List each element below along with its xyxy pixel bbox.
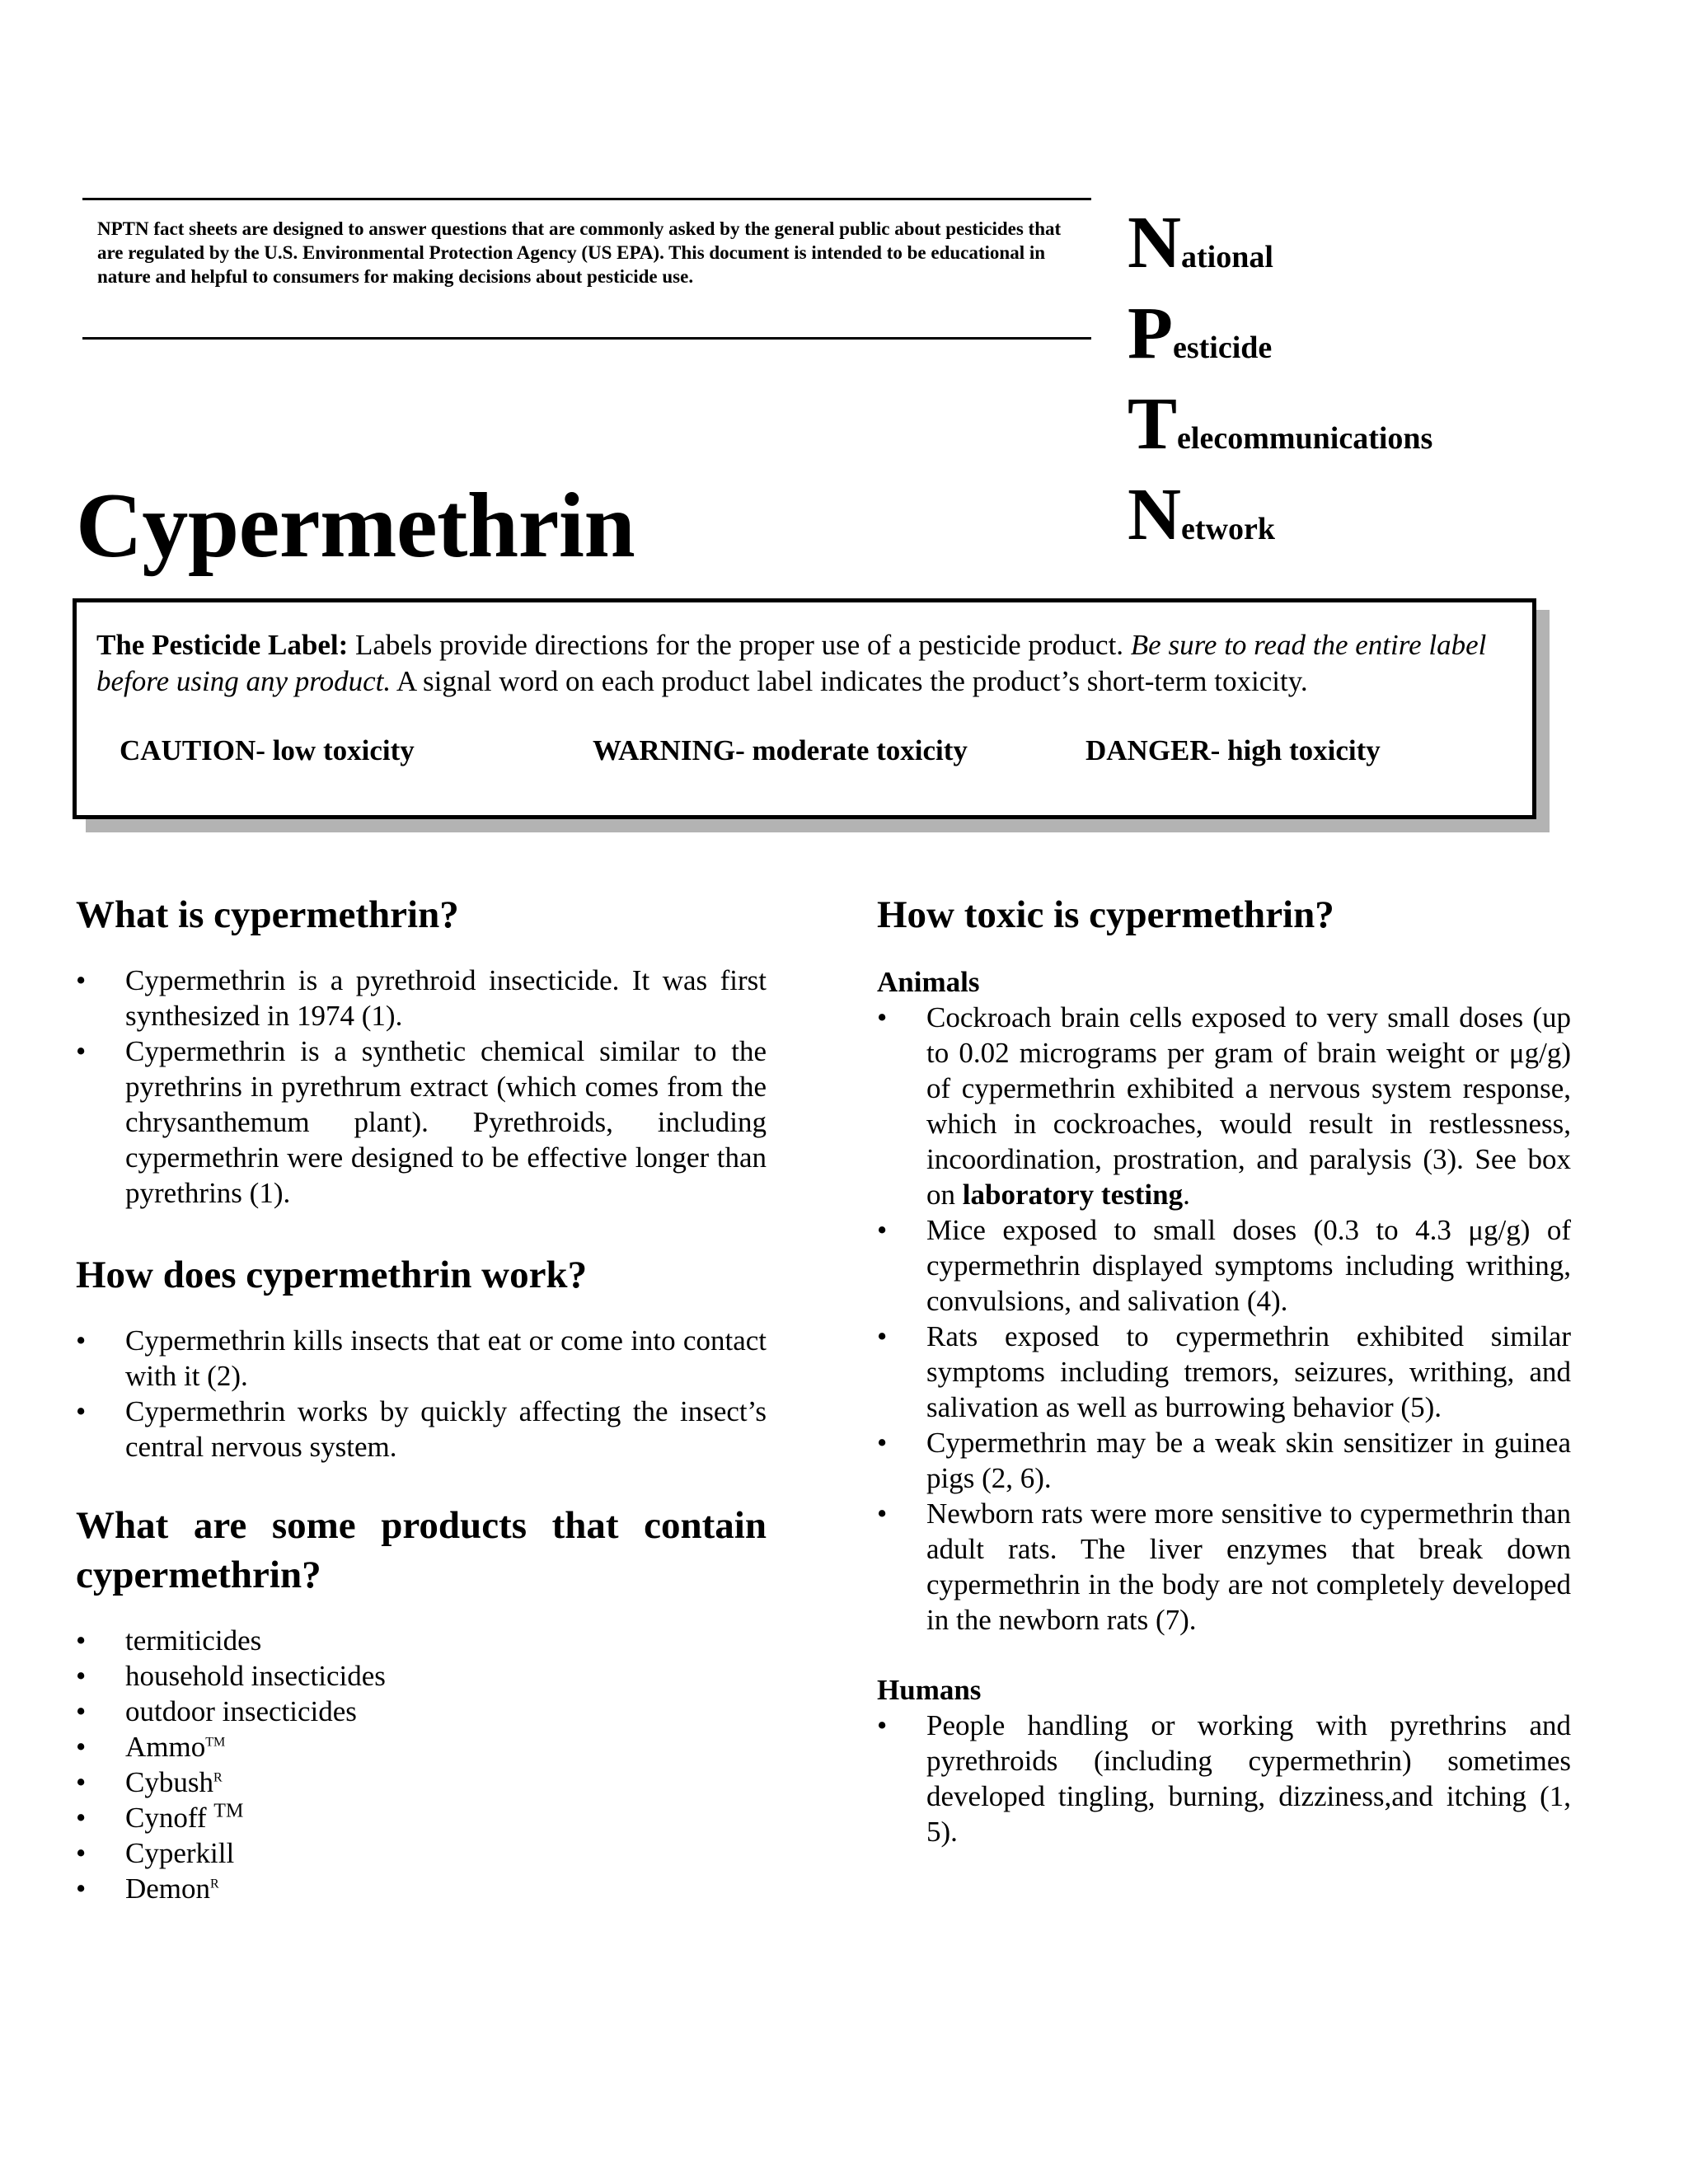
signal-warning: WARNING- moderate toxicity [593,734,968,766]
intro-disclaimer [82,198,1091,340]
bullet-icon: • [76,1624,87,1657]
product-name: Cynoff [125,1802,214,1834]
list-item [76,1623,767,1658]
network-line-national [1128,202,1273,284]
bullet-icon: • [76,1766,87,1798]
page-title: Cypermethrin [76,475,635,577]
label-box-heading: The Pesticide Label: [96,629,349,661]
humans-list [877,1708,1571,1849]
what-list [76,963,767,1211]
list-item [76,1765,767,1800]
what-heading: What is cypermethrin? [76,893,459,936]
list-item [877,1000,1571,1212]
left-column [76,890,767,1906]
bullet-icon: • [76,1802,87,1834]
network-initial: T [1128,383,1178,465]
list-item-text: . [1183,1179,1190,1211]
toxicity-heading: How toxic is cypermethrin? [877,893,1334,936]
right-column [877,890,1571,1849]
bullet-icon: • [76,1324,87,1357]
list-item [877,1708,1571,1849]
label-box-text1: Labels provide directions for the proper use of a pesticide product. [348,629,1131,661]
list-item [76,963,767,1033]
bullet-icon: • [76,1395,87,1427]
list-item-text: Newborn rats were more sensitive to cypermethrin than adult rats. The liver enzymes that break down cypermethrin in the body are not completely developed in the newborn rats (7). [926,1497,1571,1636]
laboratory-testing-term: laboratory testing [962,1179,1184,1211]
network-line-telecommunications [1128,383,1433,465]
signal-caution: CAUTION- low toxicity [120,734,415,766]
list-item-text: Rats exposed to cypermethrin exhibited similar symptoms including tremors, seizures, writhing, and salivation as well as burrowing behavior (5). [926,1320,1571,1423]
bullet-icon: • [76,1837,87,1869]
bullet-icon: • [877,1214,888,1246]
list-item-text: Cypermethrin is a pyrethroid insecticide. It was first synthesized in 1974 (1). [125,964,767,1032]
list-item [76,1729,767,1765]
network-rest: elecommunications [1177,421,1433,456]
product-mark: R [210,1877,219,1891]
list-item [877,1496,1571,1638]
bullet-icon: • [877,1709,888,1741]
network-line-pesticide [1128,293,1273,374]
product-name: Ammo [125,1731,206,1763]
list-item-text: Cypermethrin kills insects that eat or come into contact with it (2). [125,1324,767,1392]
bullet-icon: • [877,1320,888,1352]
list-item-text: Cypermethrin works by quickly affecting the insect’s central nervous system. [125,1395,767,1463]
bullet-icon: • [76,1660,87,1692]
list-item-text: Cockroach brain cells exposed to very small doses (up to 0.02 micrograms per gram of brain weight or μg/g) of cypermethrin exhibited a nervous system response, which in cockroaches, would result in restlessness, incoordination, prostration, and paralysis (3). See box on [926,1001,1571,1211]
list-item [76,1694,767,1729]
network-rest: etwork [1181,512,1275,546]
list-item-text: Cypermethrin may be a weak skin sensitizer in guinea pigs (2, 6). [926,1427,1571,1494]
network-rest: esticide [1172,330,1273,365]
network-line-network [1128,474,1275,555]
list-item [76,1835,767,1871]
network-rest: ational [1181,240,1273,274]
list-item [877,1212,1571,1319]
network-initial: N [1128,474,1181,555]
bullet-icon: • [76,964,87,996]
list-item [76,1323,767,1394]
product-name: outdoor insecticides [125,1695,357,1727]
list-item [76,1871,767,1906]
network-initial: N [1128,202,1181,284]
how-list [76,1323,767,1465]
list-item-text: Mice exposed to small doses (0.3 to 4.3 μg/g) of cypermethrin displayed symptoms including writhing, convulsions, and salivation (4). [926,1214,1571,1317]
list-item-text: People handling or working with pyrethrins and pyrethroids (including cypermethrin) sometimes developed tingling, burning, dizziness,and itching (1, 5). [926,1709,1571,1848]
product-mark: R [213,1770,223,1785]
list-item [877,1425,1571,1496]
bullet-icon: • [76,1872,87,1905]
bullet-icon: • [76,1695,87,1727]
signal-danger: DANGER- high toxicity [1085,734,1381,766]
label-box-italic: Be sure to read the entire label before using any product. [96,629,1487,697]
product-name: termiticides [125,1624,262,1657]
label-box-text [96,629,1486,697]
product-name: household insecticides [125,1660,386,1692]
list-item [76,1394,767,1465]
bullet-icon: • [877,1001,888,1033]
bullet-icon: • [877,1497,888,1530]
product-name: Cybush [125,1766,213,1798]
animals-list [877,1000,1571,1638]
list-item [76,1033,767,1211]
bullet-icon: • [877,1427,888,1459]
list-item-text: Cypermethrin is a synthetic chemical similar to the pyrethrins in pyrethrum extract (which comes from the chrysanthemum plant). Pyrethroids, including cypermethrin were designed to be effective longer than pyrethrins (1). [125,1035,767,1209]
product-mark: TM [213,1800,244,1822]
label-box-text2: A signal word on each product label indicates the product’s short-term toxicity. [391,665,1308,697]
intro-text: NPTN fact sheets are designed to answer questions that are commonly asked by the general public about pesticides that are regulated by the U.S. Environmental Protection Agency (US EPA). This document is intended to be educational in nature and helpful to consumers for making decisions about pesticide use. [97,218,1062,287]
bullet-icon: • [76,1035,87,1067]
network-initial: P [1128,293,1173,374]
product-name: Demon [125,1872,211,1905]
list-item [76,1658,767,1694]
product-mark: TM [205,1735,226,1750]
list-item [877,1319,1571,1425]
list-item [76,1800,767,1835]
pesticide-label-box [73,598,1536,819]
bullet-icon: • [76,1731,87,1763]
animals-heading: Animals [877,966,980,998]
products-heading: What are some products that contain cypermethrin? [76,1504,767,1596]
products-list [76,1623,767,1906]
humans-heading: Humans [877,1674,982,1706]
product-name: Cyperkill [125,1837,235,1869]
how-heading: How does cypermethrin work? [76,1254,588,1296]
